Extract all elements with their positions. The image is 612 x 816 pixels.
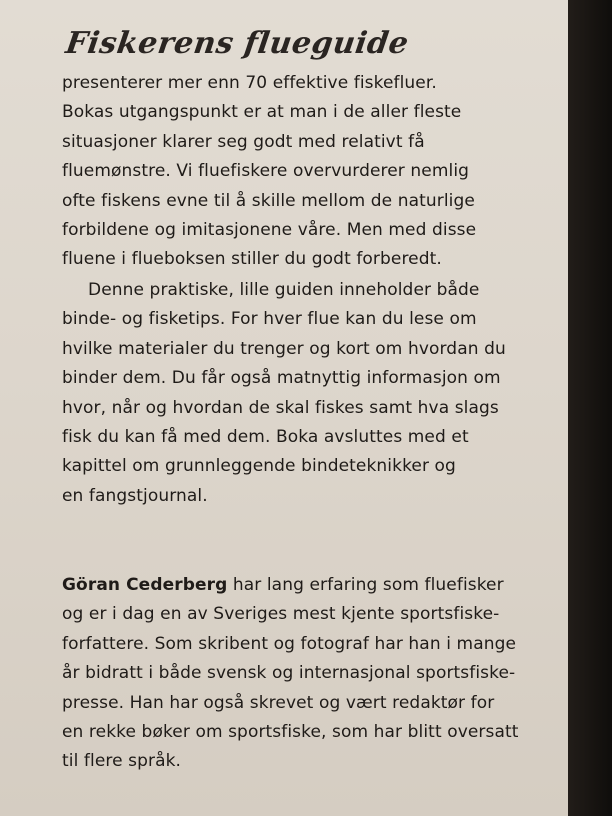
text-line: Bokas utgangspunkt er at man i de aller fleste [62,102,462,123]
text-line: fisk du kan få med dem. Boka avsluttes med et [62,427,469,448]
cover-edge [568,0,612,816]
author-bio [62,571,542,777]
text-line: presse. Han har også skrevet og vært redaktør for [62,692,495,713]
text-line: fluemønstre. Vi fluefiskere overvurderer nemlig [62,161,470,182]
text-line: forbildene og imitasjonene våre. Men med disse [62,220,477,241]
text-line: binder dem. Du får også matnyttig informasjon om [62,368,501,389]
text-line: hvor, når og hvordan de skal fiskes samt hva slags [62,397,499,418]
text-line: situasjoner klarer seg godt med relativt få [62,131,425,152]
book-title: Fiskerens flueguide [63,26,411,61]
text-line: ofte fiskens evne til å skille mellom de naturlige [62,190,475,211]
text-line: en rekke bøker om sportsfiske, som har blitt oversatt [62,722,519,743]
text-line: binde- og fisketips. For hver flue kan du lese om [62,309,477,330]
text-line: år bidratt i både svensk og internasjonal sportsfiske- [62,663,516,684]
text-line: kapittel om grunnleggende bindeteknikker og [62,456,456,477]
text-line: hvilke materialer du trenger og kort om hvordan du [62,338,506,359]
text-line: fluene i flueboksen stiller du godt forberedt. [62,249,442,270]
text-line: Denne praktiske, lille guiden inneholder både [88,280,480,300]
description-paragraph-2 [62,276,542,511]
text-line: forfattere. Som skribent og fotograf har han i mange [62,633,517,654]
text-line: presenterer mer enn 70 effektive fiskefluer. [62,73,437,93]
description-paragraph-1 [62,69,542,275]
author-bio-first-line: har lang erfaring som fluefisker [227,575,504,595]
author-name: Göran Cederberg [62,575,228,595]
text-line: en fangstjournal. [62,485,208,506]
text-line: til flere språk. [62,751,182,772]
text-line: og er i dag en av Sveriges mest kjente sportsfiske- [62,604,500,625]
text-line [62,571,542,600]
